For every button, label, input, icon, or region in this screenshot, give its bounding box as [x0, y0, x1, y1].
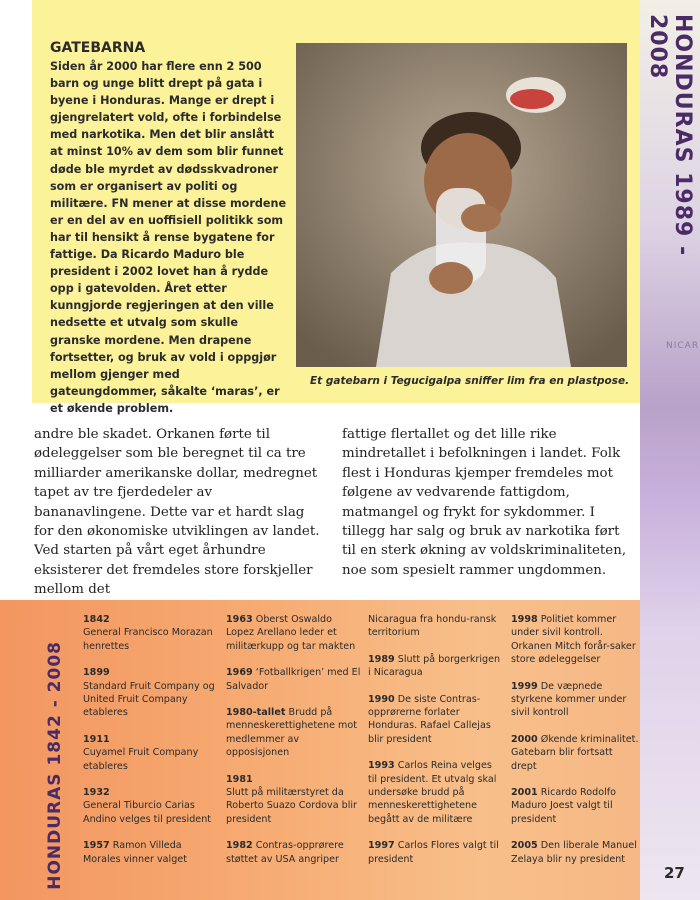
timeline-text: ‘Fotballkrigen’ med El Salvador: [226, 667, 361, 692]
timeline-entry: [511, 613, 641, 667]
timeline-entry: [511, 839, 641, 866]
timeline-text: Den liberale Manuel Zelaya blir ny president: [511, 840, 637, 865]
page-number: 27: [664, 864, 685, 882]
timeline-entry: [511, 680, 641, 720]
timeline-entry: [511, 786, 641, 826]
timeline-year: 1997: [368, 840, 395, 852]
timeline-entry: [83, 839, 215, 866]
timeline-entry: [226, 706, 362, 760]
timeline-text: Politiet kommer under sivil kontroll. Orkanen Mitch forår-saker store ødeleggelser: [511, 614, 636, 666]
timeline-year: 1911: [83, 733, 110, 745]
timeline-year: 1998: [511, 614, 538, 625]
timeline-entry: [226, 839, 362, 866]
sidebar-title: GATEBARNA: [50, 40, 146, 56]
body-paragraph: fattige flertallet og det lille rike mindretallet i befolkningen i landet. Folk flest i Honduras kjemper fremdeles mot følgene av vedvarende fattigdom, matmangel og frykt for sykdommer. I tillegg har salg og bruk av narkotika ført til en sterk økning av voldskriminaliteten, noe som spesielt rammer ungdommen.: [342, 427, 627, 578]
timeline-year: 1842: [83, 614, 110, 625]
timeline-text: Contras-opprørere støttet av USA angriper: [226, 840, 344, 865]
timeline-text: Oberst Oswaldo Lopez Arellano leder et militærkupp og tar makten: [226, 614, 356, 652]
timeline-entry: [368, 759, 502, 826]
sidebar-text: Siden år 2000 har flere enn 2 500 barn og unge blitt drept på gata i byene i Honduras. Mange er drept i gjengrelatert vold, ofte i forbindelse med narkotika. Men det blir anslått at minst 10% av dem som blir funnet døde ble myrdet av dødsskvadroner som er organisert av politi og militære. FN mener at disse mordene er en del av en uoffisiell politikk som har til hensikt å rense bygatene for fattige. Da Ricardo Maduro ble president i 2002 lovet han å rydde opp i gatevolden. Året etter kunngjorde regjeringen at den ville nedsette et utvalg som skulle granske mordene. Men drapene fortsetter, og bruk av vold i oppgjør mellom gjenger med gateungdommer, såkalte ‘maras’, er et økende problem.: [50, 60, 287, 415]
timeline-entry: [83, 613, 215, 653]
timeline-text: De væpnede styrkene kommer under sivil kontroll: [511, 680, 627, 719]
body-paragraph: andre ble skadet. Orkanen førte til ødeleggelser som ble beregnet til ca tre milliarder amerikanske dollar, medregnet tapet av tre fjerdedeler av bananavlingene. Dette var et hardt slag for den økonomiske utviklingen av landet.: [34, 427, 320, 540]
photo-illustration: [296, 43, 627, 367]
timeline-entry: [368, 613, 502, 640]
timeline-year: 1993: [368, 760, 395, 772]
timeline-column-3: [368, 613, 502, 879]
timeline-entry: [511, 733, 641, 773]
timeline-column-2: [226, 613, 362, 879]
timeline-text: Økende kriminalitet. Gatebarn blir fortsatt drept: [511, 733, 639, 772]
timeline-text: General Tiburcio Carias Andino velges til president: [83, 800, 212, 825]
timeline-entry: [83, 786, 215, 826]
body-paragraph: Ved starten på vårt eget århundre eksisterer det fremdeles store forskjeller mellom det: [34, 543, 313, 598]
timeline-column-4: [511, 613, 641, 879]
timeline-year: 1981: [226, 773, 253, 785]
timeline-text: Standard Fruit Company og United Fruit Company etableres: [83, 680, 215, 719]
street-child-photo: [296, 43, 627, 367]
timeline-text: Ramon Villeda Morales vinner valget: [83, 840, 187, 865]
timeline-text: Nicaragua fra hondu-ransk territorium: [368, 614, 497, 639]
timeline-year: 1980-tallet: [226, 707, 286, 719]
timeline-year: 2001: [511, 787, 538, 799]
timeline-year: 1989: [368, 653, 395, 665]
timeline-text: Carlos Reina velges til president. Et utvalg skal undersøke brudd på menneskerettighetene begått av de militære: [368, 760, 497, 825]
timeline-year: 2005: [511, 840, 538, 852]
timeline-entry: [368, 693, 502, 747]
timeline-entry: [83, 733, 215, 773]
timeline-year: 1963: [226, 614, 253, 625]
timeline-year: 1990: [368, 693, 395, 705]
timeline-year: 1969: [226, 667, 253, 679]
timeline-year: 2000: [511, 733, 538, 745]
timeline-text: General Francisco Morazan henrettes: [83, 627, 213, 652]
timeline-text: Slutt på militærstyret da Roberto Suazo Cordova blir president: [226, 787, 358, 825]
timeline-entry: [83, 666, 215, 720]
map-fragment-label: NICAR: [666, 341, 700, 351]
timeline-year: 1982: [226, 840, 253, 852]
timeline-text: De siste Contras-opprørerne forlater Honduras. Rafael Callejas blir president: [368, 693, 491, 745]
timeline-title: HONDURAS 1842 - 2008: [45, 640, 65, 890]
timeline-year: 1957: [83, 840, 110, 852]
timeline-entry: [368, 839, 502, 866]
body-column-left: [34, 425, 324, 600]
chapter-side-title: HONDURAS 1989 - 2008: [645, 14, 695, 257]
timeline-text: Cuyamel Fruit Company etableres: [83, 747, 199, 772]
timeline-year: 1999: [511, 680, 538, 692]
timeline-column-1: [83, 613, 215, 879]
photo-caption: Et gatebarn i Tegucigalpa sniffer lim fra en plastpose.: [310, 375, 630, 387]
timeline-text: Carlos Flores valgt til president: [368, 840, 499, 865]
timeline-text: Ricardo Rodolfo Maduro Joest valgt til president: [511, 787, 617, 825]
timeline-text: Slutt på borgerkrigen i Nicaragua: [368, 653, 501, 679]
timeline-year: 1932: [83, 787, 110, 799]
timeline-entry: [226, 666, 362, 693]
timeline-entry: [368, 653, 502, 680]
timeline-entry: [226, 613, 362, 653]
body-column-right: [342, 425, 632, 580]
timeline-text: Brudd på menneskerettighetene mot medlemmer av opposisjonen: [226, 707, 357, 759]
timeline-year: 1899: [83, 667, 110, 679]
timeline-entry: [226, 773, 362, 827]
